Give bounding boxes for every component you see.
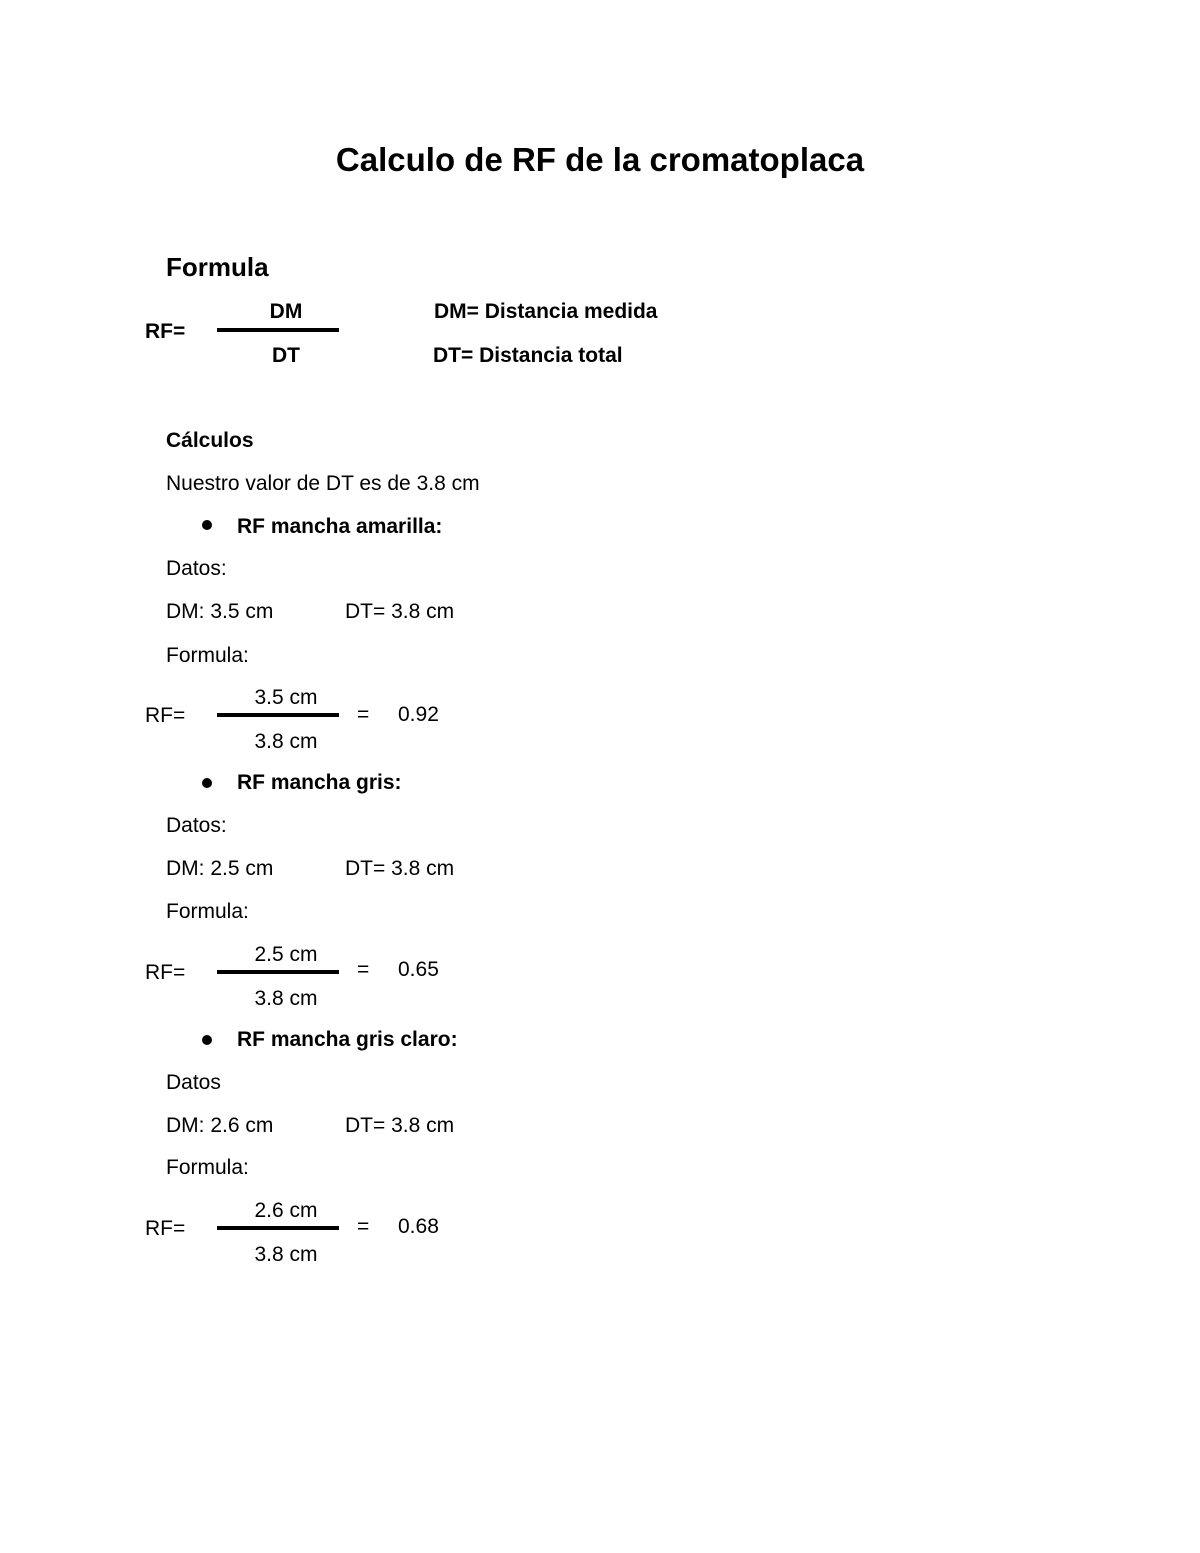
fraction-line [217, 328, 339, 332]
denominator: 3.8 cm [254, 1243, 318, 1266]
fraction-line [217, 1226, 339, 1230]
equals-sign: = [357, 1215, 370, 1238]
equals-sign: = [357, 703, 370, 726]
formula-label: Formula: [166, 1156, 249, 1179]
calculos-heading: Cálculos [166, 429, 254, 452]
item-label: RF mancha amarilla: [237, 515, 443, 538]
rf-label: RF= [145, 1217, 186, 1240]
fraction-line [217, 713, 339, 717]
bullet-icon [202, 1035, 212, 1045]
item-label: RF mancha gris claro: [237, 1028, 458, 1051]
numerator: 3.5 cm [254, 686, 318, 709]
dm-value: DM: 2.6 cm [166, 1114, 274, 1137]
calculos-intro: Nuestro valor de DT es de 3.8 cm [166, 472, 480, 495]
definition-dm: DM= Distancia medida [434, 300, 658, 323]
result-value: 0.68 [398, 1215, 439, 1238]
item-label: RF mancha gris: [237, 771, 402, 794]
result-value: 0.65 [398, 958, 439, 981]
denominator: 3.8 cm [254, 987, 318, 1010]
denominator: 3.8 cm [254, 730, 318, 753]
fraction-line [217, 970, 339, 974]
rf-label: RF= [145, 320, 186, 343]
formula-denominator: DT [272, 344, 300, 367]
formula-heading: Formula [166, 252, 269, 282]
datos-label: Datos: [166, 814, 227, 837]
bullet-icon [202, 778, 212, 788]
page-title: Calculo de RF de la cromatoplaca [335, 141, 865, 178]
equals-sign: = [357, 958, 370, 981]
formula-label: Formula: [166, 900, 249, 923]
bullet-icon [202, 520, 212, 530]
dt-value: DT= 3.8 cm [345, 857, 455, 880]
formula-numerator: DM [269, 300, 303, 323]
formula-label: Formula: [166, 644, 249, 667]
numerator: 2.6 cm [254, 1199, 318, 1222]
dt-value: DT= 3.8 cm [345, 600, 455, 623]
result-value: 0.92 [398, 703, 439, 726]
definition-dt: DT= Distancia total [433, 344, 623, 367]
dt-value: DT= 3.8 cm [345, 1114, 455, 1137]
datos-label: Datos [166, 1071, 221, 1094]
datos-label: Datos: [166, 557, 227, 580]
dm-value: DM: 3.5 cm [166, 600, 274, 623]
rf-label: RF= [145, 961, 186, 984]
numerator: 2.5 cm [254, 943, 318, 966]
dm-value: DM: 2.5 cm [166, 857, 274, 880]
rf-label: RF= [145, 704, 186, 727]
